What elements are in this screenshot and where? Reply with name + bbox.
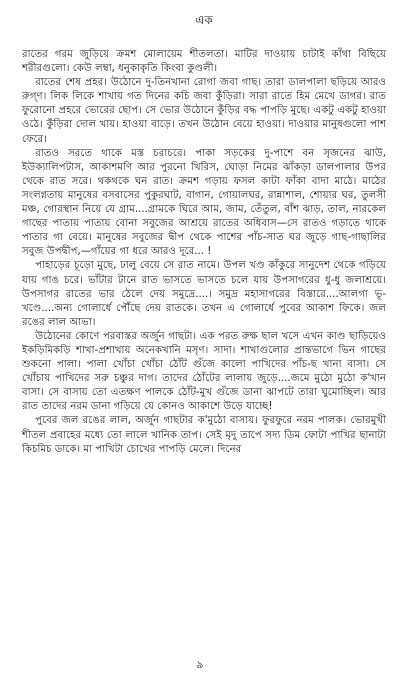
page-number: ৯ (196, 658, 204, 671)
paragraph: পুবের জল রঙের লাল, অর্জুন গাছটার ক'মুঠো বাসায়। ফুরফুরে নরম পালক। ভোরমুখী শীতল প্রবাহের মধ্যে তো লালে খানিক তাপ। সেই মৃদু তাপে সদ্য ডিম ফোটা পাখির ছানাটা কিচমিচ ডাকে। মা পাখিটা চোখের পাপড়ি মেলে। দিনের (22, 415, 386, 455)
paragraph: রাতের শেষ প্রহর। উঠোনে দু-তিনখানা রোগা জবা গাছ। তারা ডালপালা ছড়িয়ে আরও রুগ্ণ। লিক লিকে শাখায় গত দিনের কচি জবা কুঁড়িরা। সারা রাতে হিম মেখে ডাগর। রাত ফুরোনো প্রহরে ভোরের ছোপ। সে ভোর উঠোনে কুঁড়ির বদ্ধ পাপড়ি মুছে। একটু একটু হাওয়া ওঠে। কুঁড়িরা দোল খায়। হাওয়া বাড়ে। তখন উঠোন বেয়ে হাওয়া। দাওয়ার মানুষগুলো পাশ ফেরে। (22, 77, 386, 145)
paragraph: রাতের গরম জুড়িয়ে ক্রমশ মোলায়েম শীতলতা। মাটির দাওয়ায় চাটাই কাঁথা বিছিয়ে শরীরগুলো। কেউ লম্বা, ধনুকাকৃতি কিংবা কুণ্ডলী। (22, 49, 386, 75)
paragraph: রাতও সরতে থাকে মস্ত চরাচরে। পাকা সড়কের দু-পাশে বন সৃজনের ঝাউ, ইউক্যালিপটাস, আকাশমণি আর পুরনো খিরিস, ঘোড়া নিমের ঝাঁকড়া ডালপালার উপর থেকে রাত সরে। থকথকে ঘন রাত। ক্রমশ গড়ায় ফসল কাটা ফাঁকা বাদা মাঠে। মাঠের সংলগ্নতায় মানুষের বসবাসের পুকুরঘাট, বাগান, গোয়ালঘর, রান্নাশাল, শোয়ার ঘর, তুলসী মঞ্চ, গোরস্থান নিয়ে যে গ্রাম....গ্রামকে ঘিরে আম, জাম, তেঁতুল, বাঁশ ঝাড়, তাল, নারকেল গাছের পাতায় পাতায় বোনা সবুজের আশ্রয়ে রাতের অধিবাস—সে রাতও গড়াতে থাকে পাতার গা বেয়ে। মানুষের সবুজের দ্বীপ থেকে পাশের পাঁচ-সাত ঘর জুড়ে গাছ-গাছালির সবুজ উপদ্বীপ,—গাঁয়ের গা ধরে আরও দূরে... ! (22, 147, 386, 258)
paragraph: উঠোনের কোণে পরবাস্তর অর্জুন গাছটা। এক পরত রুক্ষ ছাল খসে এখন কাণ্ড ছাড়িয়েও ইকড়িমিকড়ি শাখা-প্রশাখায় অনেকখানি মসৃণ। সাদা। শাখাগুলোর প্রান্তভাগে ভিন গাছের শুকনো পালা। পালা খোঁচা খোঁচা ঠোঁট গুঁজে কালো পাখিদের পাঁচ-ছ খানা বাসা। সে খোঁচায় পাখিদের সরু চঞ্চুর দাগ। তাদের ঠোঁটের লালায় জুড়ে....জমে মুঠো মুঠো ক'খান বাসা। সে বাসায় তো এতক্ষণ পালকে ঠোঁট-মুখ গুঁজে ডানা ঝাপটে তারা ঘুমোচ্ছিল। আর রাত তাদের নরম ডানা গড়িয়ে যে কোনও আকাশে উড়ে যাচ্ছে! (22, 330, 386, 413)
chapter-heading: এক (195, 13, 213, 27)
body-text (22, 48, 386, 457)
paragraph: পাহাড়ের চূড়ো মুছে, ঢালু বেয়ে সে রাত নামে। উপল খণ্ড কাঁকুরে সানুদেশ থেকে গড়িয়ে যায় গাঙ চরে। ভাঁটার টানে রাত ভাসতে ভাসতে চলে যায় উপসাগরের ধু-ধু জলাশ্রয়ে। উপসাগর রাতের ভার ঠেলে দেয় সমুদ্রে....। সমুদ্র মহাসাগরের বিস্তারে....আলগা ভূ-খণ্ডে....অন্য গোলার্ধে পৌঁছে দেয় রাতকে। তখন এ গোলার্ধে পুবের আকাশ ফিকে। জল রঙের লাল আভা। (22, 260, 386, 328)
